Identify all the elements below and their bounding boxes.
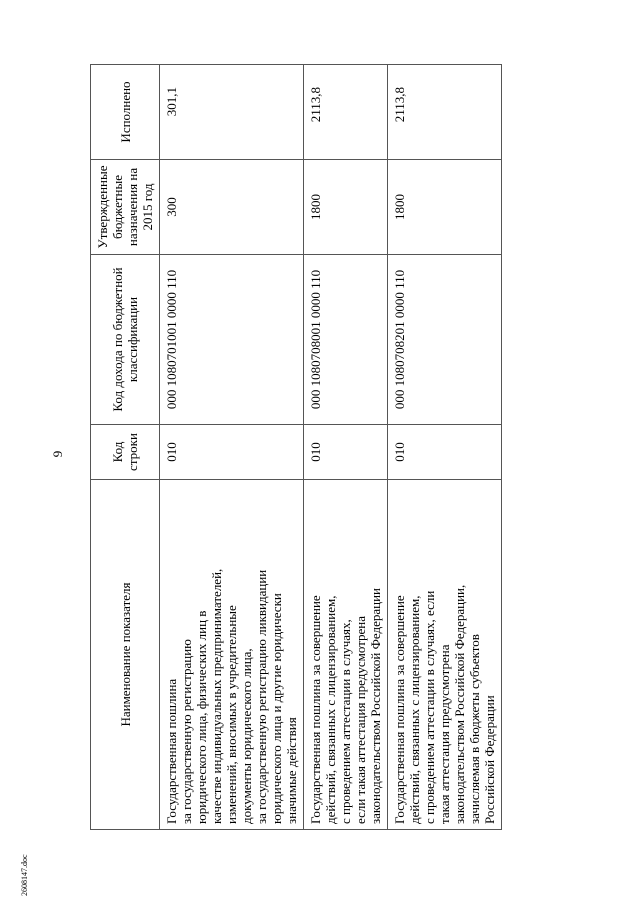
rotated-table-container — [90, 65, 555, 830]
budget-revenue-table — [90, 64, 502, 830]
cell-approved: 1800 — [304, 160, 388, 255]
cell-indicator-name: Государственная пошлина за совершение действий, связанных с лицензированием, с проведением аттестации в случаях, если такая аттестация предусмотрена законодательством Российской Федерации, зачисляемая в бюджеты субъектов Российской Федерации — [388, 480, 502, 830]
cell-approved: 300 — [160, 160, 304, 255]
table-row — [160, 65, 304, 830]
footer-filename: 2608147.doc — [20, 854, 29, 896]
cell-kbk-code: 000 1080708001 0000 110 — [304, 255, 388, 425]
cell-approved: 1800 — [388, 160, 502, 255]
header-approved: Утвержденные бюджетные назначения на 2015 год — [91, 160, 160, 255]
page-number: 9 — [50, 450, 65, 458]
cell-indicator-name: Государственная пошлина за государственную регистрацию юридического лица, физических лиц в качестве индивидуальных предпринимателей, изменений, вносимых в учредительные документы юридического лица, за государственную регистрацию ликвидации юридического лица и другие юридически значимые действия — [160, 480, 304, 830]
header-line-code: Код строки — [91, 425, 160, 480]
cell-executed: 2113,8 — [304, 65, 388, 160]
table-header-row — [91, 65, 160, 830]
cell-line-code: 010 — [388, 425, 502, 480]
cell-line-code: 010 — [304, 425, 388, 480]
table-row — [388, 65, 502, 830]
cell-executed: 2113,8 — [388, 65, 502, 160]
cell-line-code: 010 — [160, 425, 304, 480]
cell-executed: 301,1 — [160, 65, 304, 160]
table-row — [304, 65, 388, 830]
cell-indicator-name: Государственная пошлина за совершение действий, связанных с лицензированием, с проведением аттестации в случаях, если такая аттестация предусмотрена законодательством Российской Федерации — [304, 480, 388, 830]
header-kbk-code: Код дохода по бюджетной классификации — [91, 255, 160, 425]
cell-kbk-code: 000 1080708201 0000 110 — [388, 255, 502, 425]
header-indicator-name: Наименование показателя — [91, 480, 160, 830]
header-executed: Исполнено — [91, 65, 160, 160]
cell-kbk-code: 000 1080701001 0000 110 — [160, 255, 304, 425]
